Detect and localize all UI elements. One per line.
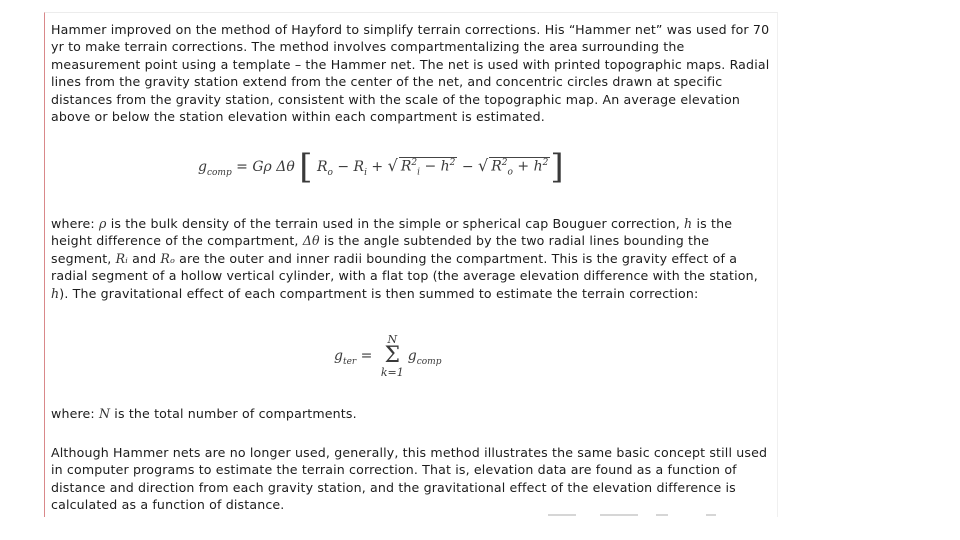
eq1-close-bracket: ]: [550, 147, 564, 187]
p2-text-1: where:: [51, 216, 99, 231]
eq1-sqrt2-r: R: [491, 159, 502, 175]
eq1-ro-sub: o: [327, 167, 333, 178]
equation-g-ter: [334, 333, 441, 381]
sigma-symbol: Σ: [384, 343, 401, 368]
summation: [381, 333, 404, 379]
p2-text-4: is the angle subtended by the two radial lines bounding the segment,: [51, 233, 710, 266]
p3-text-1: where:: [51, 406, 99, 421]
ri-symbol: Rᵢ: [115, 250, 128, 266]
p2-text-6: are the outer and inner radii bounding the compartment. This is the gravity effect of a radial segment of a hollow vertical cylinder, with a flat top (the average elevation difference with the station,: [51, 250, 758, 284]
eq1-ri: R: [353, 159, 365, 175]
eq2-term-sub: comp: [416, 356, 442, 367]
eq1-sqrt1: [399, 157, 458, 177]
p2-text-7: ). The gravitational effect of each compartment is then summed to estimate the terrain correction:: [59, 285, 699, 301]
h-symbol-2: h: [51, 285, 60, 301]
paragraph-where-n: [51, 405, 773, 422]
equation-g-comp: [198, 147, 564, 192]
eq1-sqrt2-rest: + h: [512, 159, 543, 175]
sum-lower-limit: k=1: [380, 366, 404, 379]
eq1-sqrt2-sub: o: [507, 167, 513, 178]
eq1-lhs-sub: comp: [206, 167, 232, 178]
n-symbol: N: [98, 406, 111, 421]
paragraph-where-definitions: [51, 215, 773, 302]
eq2-lhs: g: [334, 348, 343, 364]
eq1-open-bracket: [: [299, 147, 313, 187]
sqrt-symbol-1: √: [387, 156, 398, 175]
eq1-sqrt2: [489, 157, 550, 177]
eq1-sqrt1-h-sup: 2: [449, 158, 456, 169]
eq1-sqrt2-sup: 2: [501, 158, 508, 169]
rho-symbol: ρ: [98, 216, 107, 231]
eq2-lhs-sub: ter: [342, 356, 357, 367]
p2-text-5: and: [127, 250, 161, 266]
eq1-ro: R: [316, 159, 328, 175]
p2-text-2: is the bulk density of the terrain used in the simple or spherical cap Bouguer correction,: [106, 216, 685, 231]
eq1-sqrt1-rest: − h: [420, 159, 450, 175]
sqrt-symbol-2: √: [478, 156, 489, 175]
eq1-minus2: −: [457, 159, 479, 175]
eq1-equals: = Gρ Δθ: [231, 159, 300, 175]
eq1-sqrt2-h-sup: 2: [542, 158, 549, 169]
paragraph-hammer-intro: Hammer improved on the method of Hayford to simplify terrain corrections. His “Hammer net” was used for 70 yr to make terrain corrections. The method involves compartmentalizing the area surrounding the measurement point using a template – the Hammer net. The net is used with printed topographic maps. Radial lines from the gravity station extend from the center of the net, and concentric circles drawn at specific distances from the gravity station, consistent with the scale of the topographic map. An average elevation above or below the station elevation within each compartment is estimated.: [51, 22, 770, 125]
eq1-lhs: g: [198, 159, 207, 175]
h-symbol: h: [684, 216, 693, 231]
eq1-sqrt1-r: R: [400, 159, 412, 175]
sum-upper-limit: N: [387, 333, 398, 346]
p3-text-2: is the total number of compartments.: [110, 406, 357, 421]
eq1-sqrt1-sup: 2: [411, 158, 418, 169]
eq1-ri-sub: i: [364, 167, 367, 178]
eq2-equals: =: [356, 348, 377, 364]
p2-text-3: is the height difference of the compartment,: [51, 216, 733, 249]
ro-symbol: Rₒ: [160, 250, 176, 266]
delta-theta-symbol: Δθ: [302, 233, 320, 249]
footer-faint-marks: [548, 514, 718, 518]
eq2-term: g: [407, 348, 417, 364]
paragraph-conclusion: Although Hammer nets are no longer used, generally, this method illustrates the same basic concept still used in computer programs to estimate the terrain correction. That is, elevation data are found as a function of distance and direction from each gravity station, and the gravitational effect of the elevation difference is calculated as a function of distance.: [51, 445, 768, 513]
eq1-minus1: −: [332, 159, 354, 175]
eq1-plus: +: [366, 159, 388, 175]
eq1-sqrt1-sub: i: [417, 167, 420, 178]
